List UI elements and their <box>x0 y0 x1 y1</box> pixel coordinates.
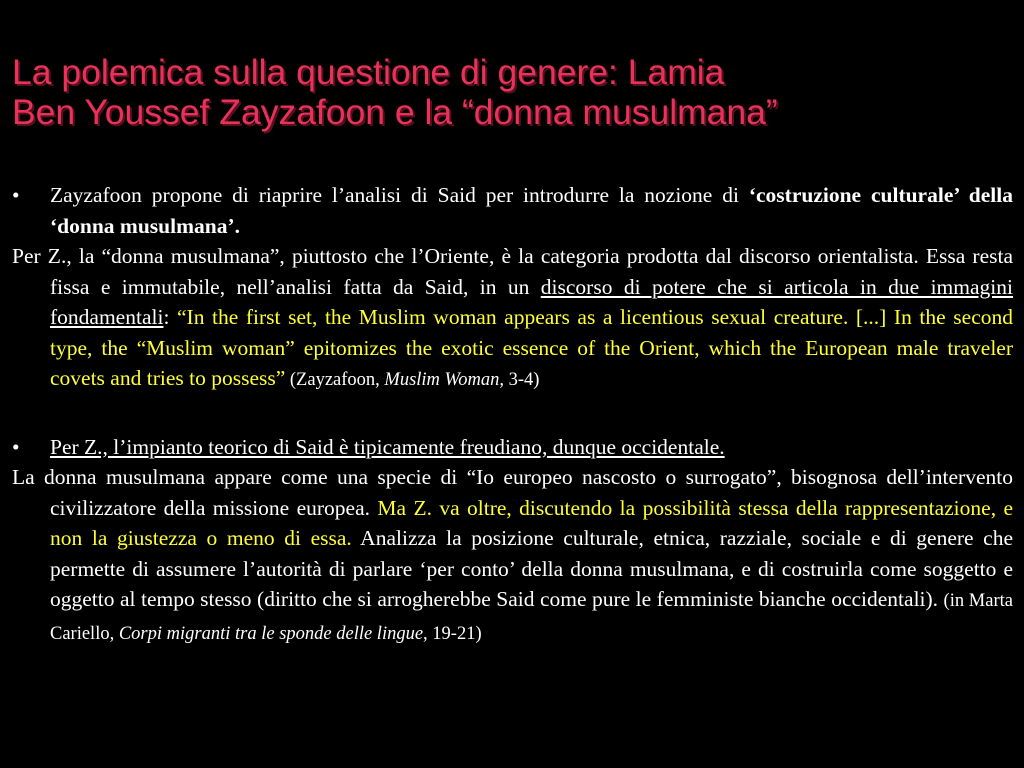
paragraph-gap <box>12 396 1013 432</box>
paragraph-4 <box>12 462 1013 649</box>
citation-open: (in Marta Cariello, <box>50 591 1013 644</box>
bullet-paragraph-1 <box>12 180 1013 241</box>
paragraph-2-citation <box>285 370 539 390</box>
citation-title: Muslim Woman <box>384 370 500 390</box>
paragraph-2-quote: “In the first set, the Muslim woman appears as a licentious sexual creature. [...] In the second type, the “Muslim woman” epitomizes the exotic essence of the Orient, which the European male traveler covets and tries to possess” <box>50 305 1013 390</box>
paragraph-2 <box>12 241 1013 396</box>
citation-close: , 19-21) <box>423 623 482 644</box>
paragraph-4-text: La donna musulmana appare come una specie di “Io europeo nascosto o surrogato”, bisognosa dell’intervento civilizzatore della missione europea. <box>12 465 1013 520</box>
paragraph-2-colon: : <box>163 305 177 329</box>
bullet-paragraph-3 <box>12 432 1013 463</box>
citation-title: Corpi migranti tra le sponde delle lingue <box>118 623 424 644</box>
slide-body <box>12 180 1013 649</box>
bullet-marker: • <box>12 183 20 207</box>
slide-title <box>12 52 1012 132</box>
paragraph-1-bold: ‘costruzione culturale’ della ‘donna musulmana’. <box>50 183 1014 238</box>
paragraph-2-underline: discorso di potere che si articola in due immagini fondamentali <box>50 274 1013 329</box>
paragraph-1-text: Zayzafoon propone di riaprire l’analisi di Said per introdurre la nozione di <box>50 183 749 207</box>
slide-title-line-1: La polemica sulla questione di genere: Lamia <box>12 52 725 92</box>
paragraph-2-text: Per Z., la “donna musulmana”, piuttosto che l’Oriente, è la categoria prodotta dal discorso orientalista. Essa resta fissa e immutabile, nell’analisi fatta da Said, in un <box>12 244 1013 299</box>
slide-title-line-2: Ben Youssef Zayzafoon e la “donna musulmana” <box>12 92 778 132</box>
citation-open: (Zayzafoon, <box>285 370 385 390</box>
paragraph-4-text-2: Analizza la posizione culturale, etnica, razziale, sociale e di genere che permette di assumere l’autorità di parlare ‘per conto’ della donna musulmana, e di costruirla come soggetto e oggetto al tempo stesso (diritto che si arrogherebbe Said come pure le femministe bianche occidentali). <box>50 526 1013 611</box>
citation-close: , 3-4) <box>499 370 540 390</box>
bullet-marker: • <box>12 434 20 459</box>
paragraph-3-underline: Per Z., l’impianto teorico di Said è tipicamente freudiano, dunque occidentale. <box>50 434 725 459</box>
paragraph-4-highlight: Ma Z. va oltre, discutendo la possibilità stessa della rappresentazione, e non la giustezza o meno di essa. <box>50 495 1013 550</box>
